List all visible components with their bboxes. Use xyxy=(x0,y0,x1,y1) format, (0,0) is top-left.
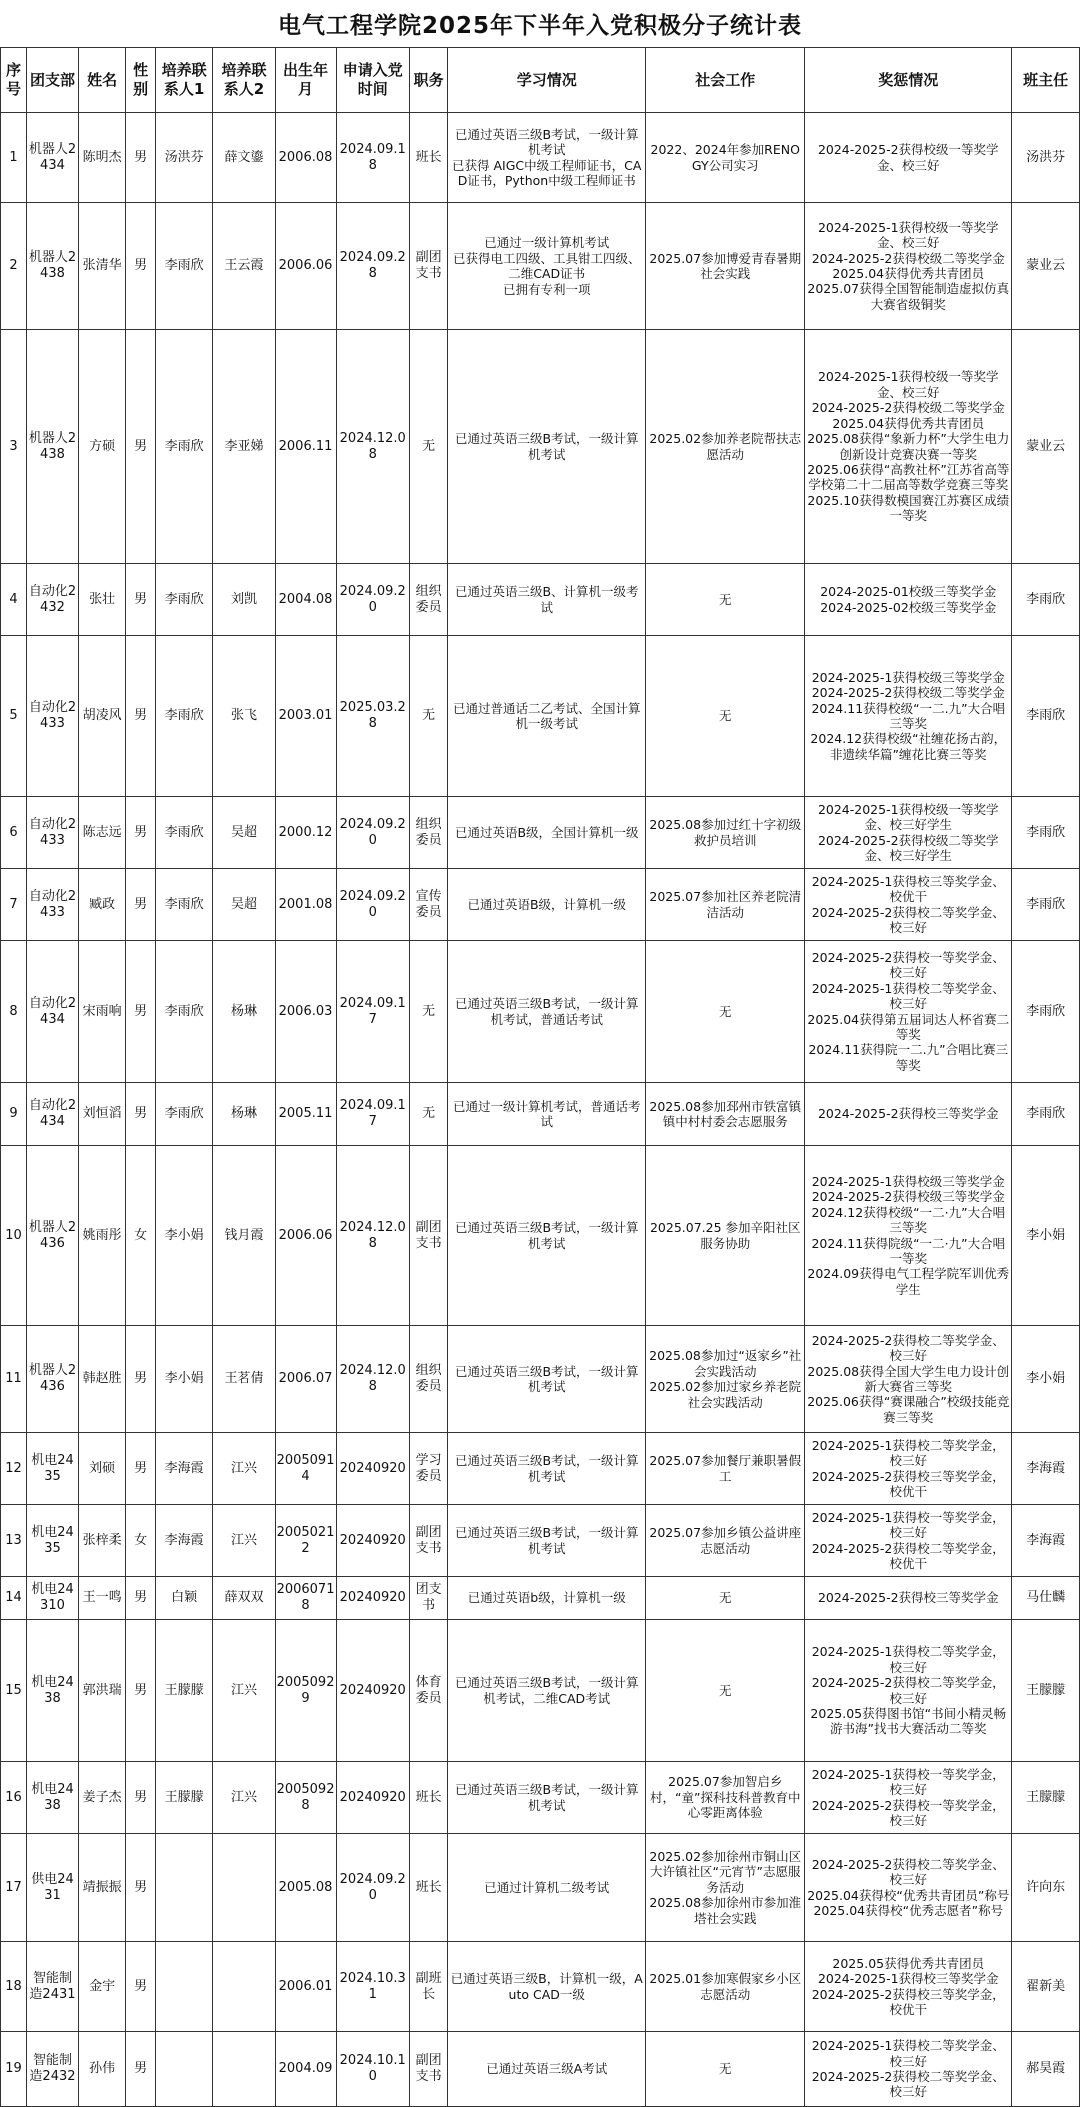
cell-position: 组织委员 xyxy=(409,797,447,869)
table-row xyxy=(1,636,1080,797)
cell-gender: 男 xyxy=(126,1942,155,2032)
cell-birth: 2004.09 xyxy=(275,2032,336,2107)
cell-contact1: 李雨欣 xyxy=(155,941,213,1083)
cell-study: 已通过英语三级B考试，一级计算机考试 xyxy=(448,330,646,564)
cell-awards: 2024-2025-1获得校一等奖学金，校三好 2024-2025-2获得校二等奖学金，校优干 xyxy=(805,1505,1012,1577)
cell-teacher: 汤洪芬 xyxy=(1012,113,1080,203)
cell-branch: 机电2435 xyxy=(26,1433,78,1505)
table-row xyxy=(1,1505,1080,1577)
cell-name: 刘恒滔 xyxy=(78,1083,125,1146)
cell-apply: 2024.09.20 xyxy=(336,564,409,636)
cell-study: 已通过英语三级A考试 xyxy=(448,2032,646,2107)
cell-awards: 2024-2025-1获得校三等奖学金、校优干 2024-2025-2获得校二等奖学金、校三好 xyxy=(805,869,1012,941)
cell-contact1: 李海霞 xyxy=(155,1433,213,1505)
cell-awards: 2024-2025-1获得校级一等奖学金、校三好 2024-2025-2获得校级二等奖学金 2025.04获得优秀共青团员 2025.07获得全国智能制造虚拟仿真大赛省级铜奖 xyxy=(805,203,1012,330)
cell-branch: 智能制造2432 xyxy=(26,2032,78,2107)
cell-awards: 2024-2025-1获得校级三等奖学金 2024-2025-2获得校级二等奖学金 2024.11获得校级“一二.九”大合唱三等奖 2024.12获得校级“社缠花扬古韵，非遗续华篇”缠花比赛三等奖 xyxy=(805,636,1012,797)
cell-gender: 男 xyxy=(126,203,155,330)
cell-social: 无 xyxy=(646,1577,805,1620)
cell-branch: 机器人2434 xyxy=(26,113,78,203)
table-row xyxy=(1,1146,1080,1326)
cell-no: 12 xyxy=(1,1433,27,1505)
cell-awards: 2024-2025-1获得校级一等奖学金、校三好 2024-2025-2获得校级二等奖学金 2025.04获得优秀共青团员 2025.08获得“象新力杯”大学生电力创新设计竞赛决赛一等奖 2025.06获得“高教社杯”江苏省高等学校第二十二届高等数学竞赛三等奖 2025.10获得数模国赛江苏赛区成绩一等奖 xyxy=(805,330,1012,564)
cell-birth: 20060718 xyxy=(275,1577,336,1620)
cell-position: 副团支书 xyxy=(409,1146,447,1326)
cell-contact1 xyxy=(155,1942,213,2032)
table-row xyxy=(1,1834,1080,1942)
cell-no: 3 xyxy=(1,330,27,564)
cell-gender: 男 xyxy=(126,636,155,797)
col-header-study: 学习情况 xyxy=(448,48,646,113)
cell-awards: 2024-2025-1获得校级三等奖学金 2024-2025-2获得校级三等奖学金 2024.12获得校级“一二·九”大合唱三等奖 2024.11获得院级“一二·九”大合唱一等奖 2024.09获得电气工程学院军训优秀学生 xyxy=(805,1146,1012,1326)
cell-contact1: 李雨欣 xyxy=(155,869,213,941)
cell-no: 5 xyxy=(1,636,27,797)
cell-no: 6 xyxy=(1,797,27,869)
cell-branch: 智能制造2431 xyxy=(26,1942,78,2032)
cell-branch: 机电2438 xyxy=(26,1620,78,1762)
cell-position: 副团支书 xyxy=(409,2032,447,2107)
cell-gender: 女 xyxy=(126,1146,155,1326)
cell-awards: 2024-2025-1获得校级一等奖学金、校三好学生 2024-2025-2获得校级二等奖学金、校三好学生 xyxy=(805,797,1012,869)
cell-study: 已通过英语b级，计算机一级 xyxy=(448,1577,646,1620)
cell-contact1: 李海霞 xyxy=(155,1505,213,1577)
cell-no: 10 xyxy=(1,1146,27,1326)
cell-position: 副团支书 xyxy=(409,1505,447,1577)
cell-awards: 2024-2025-2获得校一等奖学金、校三好 2024-2025-1获得校二等奖学金、校三好 2025.04获得第五届词达人杯省赛二等奖 2024.11获得院一二.九”合唱比赛三等奖 xyxy=(805,941,1012,1083)
cell-contact1: 李雨欣 xyxy=(155,330,213,564)
cell-position: 组织委员 xyxy=(409,564,447,636)
cell-birth: 2004.08 xyxy=(275,564,336,636)
cell-name: 张梓柔 xyxy=(78,1505,125,1577)
cell-teacher: 蒙业云 xyxy=(1012,203,1080,330)
cell-social: 无 xyxy=(646,1620,805,1762)
cell-position: 班长 xyxy=(409,1762,447,1834)
cell-apply: 2024.09.18 xyxy=(336,113,409,203)
cell-no: 2 xyxy=(1,203,27,330)
table-row xyxy=(1,941,1080,1083)
activists-table xyxy=(0,47,1080,2107)
cell-branch: 自动化2434 xyxy=(26,1083,78,1146)
cell-gender: 男 xyxy=(126,1083,155,1146)
cell-apply: 20240920 xyxy=(336,1620,409,1762)
cell-teacher: 李小娟 xyxy=(1012,1146,1080,1326)
cell-social: 无 xyxy=(646,2032,805,2107)
cell-branch: 机电24310 xyxy=(26,1577,78,1620)
cell-no: 18 xyxy=(1,1942,27,2032)
cell-social: 2025.08参加过红十字初级救护员培训 xyxy=(646,797,805,869)
cell-study: 已通过英语三级B考试，一级计算机考试 xyxy=(448,1146,646,1326)
cell-teacher: 翟新美 xyxy=(1012,1942,1080,2032)
cell-position: 宣传委员 xyxy=(409,869,447,941)
cell-branch: 自动化2433 xyxy=(26,869,78,941)
cell-position: 无 xyxy=(409,941,447,1083)
col-header-position: 职务 xyxy=(409,48,447,113)
cell-study: 已通过英语三级B考试，一级计算机考试，二维CAD考试 xyxy=(448,1620,646,1762)
cell-contact1: 李雨欣 xyxy=(155,564,213,636)
cell-contact1 xyxy=(155,2032,213,2107)
cell-name: 郭洪瑞 xyxy=(78,1620,125,1762)
cell-contact2: 薛双双 xyxy=(213,1577,275,1620)
cell-gender: 男 xyxy=(126,797,155,869)
cell-teacher: 李海霞 xyxy=(1012,1433,1080,1505)
cell-gender: 男 xyxy=(126,1326,155,1433)
cell-apply: 2024.09.17 xyxy=(336,941,409,1083)
cell-contact2: 杨琳 xyxy=(213,1083,275,1146)
cell-teacher: 李雨欣 xyxy=(1012,1083,1080,1146)
cell-contact2: 王云霞 xyxy=(213,203,275,330)
cell-contact2 xyxy=(213,1942,275,2032)
cell-apply: 2024.09.20 xyxy=(336,797,409,869)
cell-birth: 2005.11 xyxy=(275,1083,336,1146)
cell-awards: 2024-2025-2获得校级一等奖学金、校三好 xyxy=(805,113,1012,203)
cell-gender: 男 xyxy=(126,2032,155,2107)
table-row xyxy=(1,1326,1080,1433)
cell-contact2: 杨琳 xyxy=(213,941,275,1083)
cell-awards: 2024-2025-2获得校三等奖学金 xyxy=(805,1083,1012,1146)
cell-contact1: 李小娟 xyxy=(155,1146,213,1326)
table-row xyxy=(1,1083,1080,1146)
cell-social: 无 xyxy=(646,564,805,636)
sheet-title: 电气工程学院2025年下半年入党积极分子统计表 xyxy=(0,0,1080,48)
cell-name: 金宇 xyxy=(78,1942,125,2032)
cell-name: 胡凌风 xyxy=(78,636,125,797)
cell-name: 姚雨彤 xyxy=(78,1146,125,1326)
cell-no: 1 xyxy=(1,113,27,203)
cell-birth: 20050212 xyxy=(275,1505,336,1577)
cell-social: 2025.08参加过“返家乡”社会实践活动 2025.02参加过家乡养老院社会实践活动 xyxy=(646,1326,805,1433)
cell-study: 已通过一级计算机考试 已获得电工四级、工具钳工四级、二维CAD证书 已拥有专利一项 xyxy=(448,203,646,330)
cell-apply: 2024.12.08 xyxy=(336,1146,409,1326)
cell-contact1: 汤洪芬 xyxy=(155,113,213,203)
cell-apply: 20240920 xyxy=(336,1433,409,1505)
cell-branch: 自动化2434 xyxy=(26,941,78,1083)
table-row xyxy=(1,1433,1080,1505)
cell-apply: 20240920 xyxy=(336,1762,409,1834)
col-header-branch: 团支部 xyxy=(26,48,78,113)
col-header-name: 姓名 xyxy=(78,48,125,113)
cell-study: 已通过英语三级B考试，一级计算机考试 已获得 AIGC中级工程师证书，CAD证书，Python中级工程师证书 xyxy=(448,113,646,203)
cell-name: 靖振振 xyxy=(78,1834,125,1942)
cell-birth: 2006.06 xyxy=(275,1146,336,1326)
cell-contact1: 王朦朦 xyxy=(155,1762,213,1834)
cell-gender: 女 xyxy=(126,1505,155,1577)
cell-no: 7 xyxy=(1,869,27,941)
cell-contact2: 刘凯 xyxy=(213,564,275,636)
cell-apply: 2024.09.20 xyxy=(336,869,409,941)
col-header-contact1: 培养联系人1 xyxy=(155,48,213,113)
table-row xyxy=(1,203,1080,330)
cell-branch: 机器人2436 xyxy=(26,1146,78,1326)
cell-social: 无 xyxy=(646,941,805,1083)
col-header-social: 社会工作 xyxy=(646,48,805,113)
cell-teacher: 李雨欣 xyxy=(1012,941,1080,1083)
col-header-contact2: 培养联系人2 xyxy=(213,48,275,113)
table-row xyxy=(1,113,1080,203)
cell-study: 已通过英语三级B考试，一级计算机考试，普通话考试 xyxy=(448,941,646,1083)
cell-branch: 自动化2433 xyxy=(26,797,78,869)
cell-contact2: 江兴 xyxy=(213,1433,275,1505)
cell-awards: 2024-2025-1获得校一等奖学金，校三好 2024-2025-2获得校一等奖学金，校三好 xyxy=(805,1762,1012,1834)
cell-contact1: 李雨欣 xyxy=(155,1083,213,1146)
cell-contact1: 李雨欣 xyxy=(155,203,213,330)
table-row xyxy=(1,564,1080,636)
cell-contact1: 白颖 xyxy=(155,1577,213,1620)
cell-social: 2025.07参加博爱青春暑期社会实践 xyxy=(646,203,805,330)
cell-position: 无 xyxy=(409,636,447,797)
cell-awards: 2025.05获得优秀共青团员 2024-2025-1获得校三等奖学金 2024-2025-2获得校三等奖学金，校优干 xyxy=(805,1942,1012,2032)
table-row xyxy=(1,2032,1080,2107)
cell-name: 姜子杰 xyxy=(78,1762,125,1834)
cell-birth: 20050914 xyxy=(275,1433,336,1505)
cell-contact2: 吴超 xyxy=(213,869,275,941)
cell-name: 方硕 xyxy=(78,330,125,564)
col-header-birth: 出生年月 xyxy=(275,48,336,113)
cell-contact2: 薛文鎏 xyxy=(213,113,275,203)
cell-branch: 机器人2438 xyxy=(26,330,78,564)
cell-name: 张清华 xyxy=(78,203,125,330)
cell-study: 已通过英语三级B、计算机一级考试 xyxy=(448,564,646,636)
cell-teacher: 李雨欣 xyxy=(1012,564,1080,636)
cell-birth: 2006.01 xyxy=(275,1942,336,2032)
cell-gender: 男 xyxy=(126,941,155,1083)
cell-no: 17 xyxy=(1,1834,27,1942)
cell-position: 无 xyxy=(409,330,447,564)
col-header-no: 序号 xyxy=(1,48,27,113)
cell-contact1: 李雨欣 xyxy=(155,797,213,869)
cell-gender: 男 xyxy=(126,1762,155,1834)
cell-gender: 男 xyxy=(126,564,155,636)
table-row xyxy=(1,797,1080,869)
cell-contact2: 江兴 xyxy=(213,1762,275,1834)
table-row xyxy=(1,330,1080,564)
cell-name: 陈明杰 xyxy=(78,113,125,203)
cell-social: 2025.07参加餐厅兼职暑假工 xyxy=(646,1433,805,1505)
cell-birth: 2006.06 xyxy=(275,203,336,330)
cell-teacher: 李小娟 xyxy=(1012,1326,1080,1433)
cell-contact2: 张飞 xyxy=(213,636,275,797)
cell-awards: 2024-2025-01校级三等奖学金 2024-2025-02校级三等奖学金 xyxy=(805,564,1012,636)
cell-contact2: 王茗倩 xyxy=(213,1326,275,1433)
cell-birth: 2006.11 xyxy=(275,330,336,564)
cell-apply: 2024.12.08 xyxy=(336,330,409,564)
cell-teacher: 王朦朦 xyxy=(1012,1762,1080,1834)
cell-teacher: 蒙业云 xyxy=(1012,330,1080,564)
cell-no: 9 xyxy=(1,1083,27,1146)
cell-teacher: 李雨欣 xyxy=(1012,869,1080,941)
cell-birth: 2006.03 xyxy=(275,941,336,1083)
cell-teacher: 李雨欣 xyxy=(1012,636,1080,797)
cell-name: 陈志远 xyxy=(78,797,125,869)
cell-name: 张壮 xyxy=(78,564,125,636)
cell-contact1: 王朦朦 xyxy=(155,1620,213,1762)
cell-social: 无 xyxy=(646,636,805,797)
cell-apply: 2024.09.20 xyxy=(336,1834,409,1942)
cell-no: 16 xyxy=(1,1762,27,1834)
cell-birth: 2001.08 xyxy=(275,869,336,941)
cell-birth: 2005.08 xyxy=(275,1834,336,1942)
cell-position: 副团支书 xyxy=(409,203,447,330)
cell-social: 2022、2024年参加RENOGY公司实习 xyxy=(646,113,805,203)
cell-gender: 男 xyxy=(126,113,155,203)
cell-no: 15 xyxy=(1,1620,27,1762)
cell-name: 韩赵胜 xyxy=(78,1326,125,1433)
cell-contact2 xyxy=(213,1834,275,1942)
cell-name: 孙伟 xyxy=(78,2032,125,2107)
cell-no: 19 xyxy=(1,2032,27,2107)
col-header-teacher: 班主任 xyxy=(1012,48,1080,113)
cell-social: 2025.07参加智启乡村，“童”探科技科普教育中心零距离体验 xyxy=(646,1762,805,1834)
cell-social: 2025.07参加社区养老院清洁活动 xyxy=(646,869,805,941)
cell-apply: 2024.09.28 xyxy=(336,203,409,330)
cell-apply: 2024.10.10 xyxy=(336,2032,409,2107)
cell-branch: 机器人2438 xyxy=(26,203,78,330)
table-row xyxy=(1,1620,1080,1762)
cell-position: 班长 xyxy=(409,113,447,203)
cell-branch: 机器人2436 xyxy=(26,1326,78,1433)
cell-gender: 男 xyxy=(126,1433,155,1505)
cell-birth: 2006.07 xyxy=(275,1326,336,1433)
cell-contact1: 李小娟 xyxy=(155,1326,213,1433)
cell-contact2: 吴超 xyxy=(213,797,275,869)
cell-teacher: 郝昊霞 xyxy=(1012,2032,1080,2107)
cell-contact1: 李雨欣 xyxy=(155,636,213,797)
cell-position: 学习委员 xyxy=(409,1433,447,1505)
cell-awards: 2024-2025-1获得校二等奖学金、校三好 2024-2025-2获得校二等奖学金、校三好 xyxy=(805,2032,1012,2107)
cell-no: 13 xyxy=(1,1505,27,1577)
cell-study: 已通过一级计算机考试，普通话考试 xyxy=(448,1083,646,1146)
cell-name: 臧政 xyxy=(78,869,125,941)
table-row xyxy=(1,1942,1080,2032)
cell-position: 无 xyxy=(409,1083,447,1146)
cell-contact1 xyxy=(155,1834,213,1942)
cell-study: 已通过英语B级，计算机一级 xyxy=(448,869,646,941)
cell-contact2: 李亚娣 xyxy=(213,330,275,564)
cell-apply: 2024.09.17 xyxy=(336,1083,409,1146)
cell-position: 体育委员 xyxy=(409,1620,447,1762)
cell-study: 已通过英语三级B，计算机一级，Auto CAD一级 xyxy=(448,1942,646,2032)
cell-study: 已通过英语三级B考试，一级计算机考试 xyxy=(448,1326,646,1433)
cell-branch: 机电2438 xyxy=(26,1762,78,1834)
cell-awards: 2024-2025-2获得校三等奖学金 xyxy=(805,1577,1012,1620)
cell-awards: 2024-2025-2获得校二等奖学金、校三好 2025.08获得全国大学生电力设计创新大赛省三等奖 2025.06获得“赛课融合”校级技能竞赛三等奖 xyxy=(805,1326,1012,1433)
cell-birth: 2006.08 xyxy=(275,113,336,203)
cell-apply: 20240920 xyxy=(336,1577,409,1620)
cell-branch: 自动化2432 xyxy=(26,564,78,636)
cell-contact2: 江兴 xyxy=(213,1620,275,1762)
cell-branch: 机电2435 xyxy=(26,1505,78,1577)
table-row xyxy=(1,1577,1080,1620)
cell-teacher: 许向东 xyxy=(1012,1834,1080,1942)
cell-apply: 2024.12.08 xyxy=(336,1326,409,1433)
cell-gender: 男 xyxy=(126,1620,155,1762)
header-row xyxy=(1,48,1080,113)
cell-social: 2025.02参加养老院帮扶志愿活动 xyxy=(646,330,805,564)
cell-no: 14 xyxy=(1,1577,27,1620)
cell-social: 2025.02参加徐州市铜山区大许镇社区“元宵节”志愿服务活动 2025.08参加徐州市参加淮塔社会实践 xyxy=(646,1834,805,1942)
cell-awards: 2024-2025-2获得校二等奖学金、校三好 2025.04获得校“优秀共青团员”称号 2025.04获得校“优秀志愿者”称号 xyxy=(805,1834,1012,1942)
cell-social: 2025.07.25 参加辛阳社区服务协助 xyxy=(646,1146,805,1326)
cell-social: 2025.01参加寒假家乡小区志愿活动 xyxy=(646,1942,805,2032)
cell-gender: 男 xyxy=(126,1834,155,1942)
cell-apply: 2024.10.31 xyxy=(336,1942,409,2032)
table-row xyxy=(1,1762,1080,1834)
cell-study: 已通过英语三级B考试，一级计算机考试 xyxy=(448,1505,646,1577)
cell-study: 已通过普通话二乙考试、全国计算机一级考试 xyxy=(448,636,646,797)
cell-contact2: 钱月霞 xyxy=(213,1146,275,1326)
col-header-awards: 奖惩情况 xyxy=(805,48,1012,113)
cell-no: 4 xyxy=(1,564,27,636)
cell-branch: 自动化2433 xyxy=(26,636,78,797)
cell-birth: 20050928 xyxy=(275,1762,336,1834)
cell-study: 已通过英语三级B考试，一级计算机考试 xyxy=(448,1762,646,1834)
cell-study: 已通过计算机二级考试 xyxy=(448,1834,646,1942)
col-header-apply: 申请入党时间 xyxy=(336,48,409,113)
cell-no: 8 xyxy=(1,941,27,1083)
cell-teacher: 李雨欣 xyxy=(1012,797,1080,869)
table-row xyxy=(1,869,1080,941)
cell-apply: 2025.03.28 xyxy=(336,636,409,797)
cell-no: 11 xyxy=(1,1326,27,1433)
col-header-gender: 性别 xyxy=(126,48,155,113)
cell-gender: 男 xyxy=(126,330,155,564)
cell-name: 刘硕 xyxy=(78,1433,125,1505)
cell-branch: 供电2431 xyxy=(26,1834,78,1942)
cell-birth: 2003.01 xyxy=(275,636,336,797)
cell-study: 已通过英语B级，全国计算机一级 xyxy=(448,797,646,869)
cell-teacher: 李海霞 xyxy=(1012,1505,1080,1577)
cell-social: 2025.07参加乡镇公益讲座志愿活动 xyxy=(646,1505,805,1577)
cell-contact2: 江兴 xyxy=(213,1505,275,1577)
cell-position: 组织委员 xyxy=(409,1326,447,1433)
cell-name: 王一鸣 xyxy=(78,1577,125,1620)
cell-position: 团支书 xyxy=(409,1577,447,1620)
cell-name: 宋雨响 xyxy=(78,941,125,1083)
cell-awards: 2024-2025-1获得校二等奖学金，校三好 2024-2025-2获得校三等奖学金，校优干 xyxy=(805,1433,1012,1505)
cell-position: 班长 xyxy=(409,1834,447,1942)
cell-teacher: 马仕麟 xyxy=(1012,1577,1080,1620)
cell-gender: 男 xyxy=(126,1577,155,1620)
cell-study: 已通过英语三级B考试，一级计算机考试 xyxy=(448,1433,646,1505)
cell-awards: 2024-2025-1获得校二等奖学金，校三好 2024-2025-2获得校二等奖学金，校三好 2025.05获得图书馆“书间小精灵畅游书海”找书大赛活动二等奖 xyxy=(805,1620,1012,1762)
cell-apply: 20240920 xyxy=(336,1505,409,1577)
cell-social: 2025.08参加邳州市铁富镇镇中村村委会志愿服务 xyxy=(646,1083,805,1146)
cell-teacher: 王朦朦 xyxy=(1012,1620,1080,1762)
cell-position: 副班长 xyxy=(409,1942,447,2032)
cell-contact2 xyxy=(213,2032,275,2107)
cell-birth: 2000.12 xyxy=(275,797,336,869)
cell-birth: 20050929 xyxy=(275,1620,336,1762)
cell-gender: 男 xyxy=(126,869,155,941)
